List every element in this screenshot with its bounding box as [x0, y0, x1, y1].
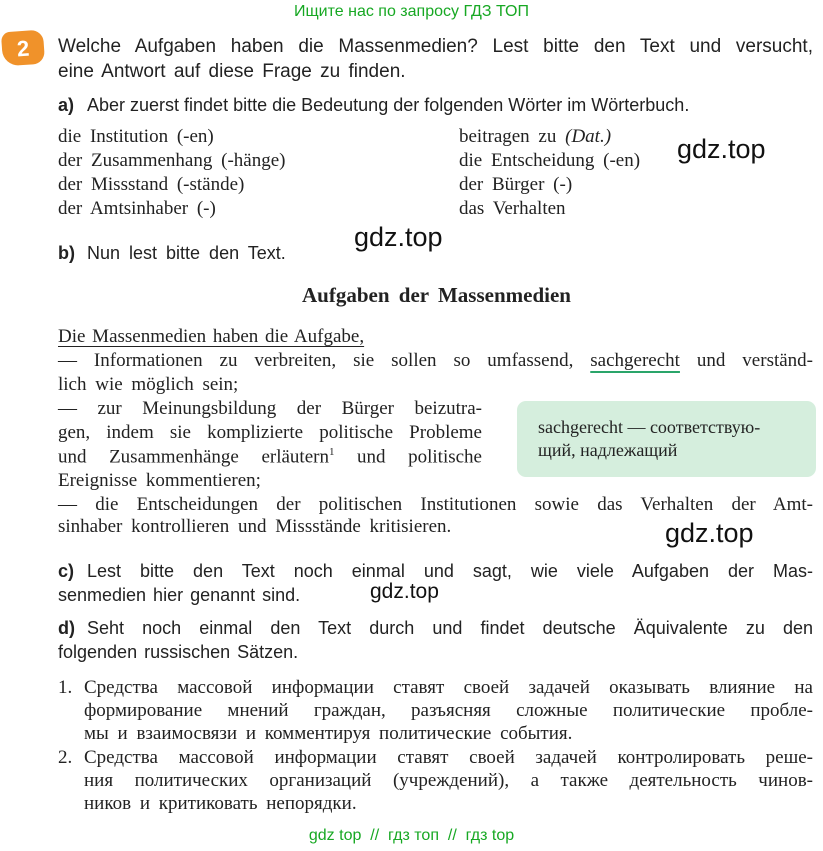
- glossary-note: [520, 404, 813, 474]
- footnote-marker: 1: [328, 446, 335, 458]
- task-intro-line-1: Welche Aufgaben haben die Massenmedien? Lest bitte den Text und versucht,: [58, 36, 813, 57]
- word-right-1-text: beitragen zu: [459, 126, 557, 147]
- part-c-label: c): [58, 561, 75, 581]
- word-left-3: der Missstand (-stände): [58, 174, 245, 195]
- part-a-label: a): [58, 95, 75, 115]
- article-title: Aufgaben der Massenmedien: [302, 283, 571, 307]
- part-c-line-2: senmedien hier genannt sind.: [58, 585, 301, 605]
- watermark-2: gdz.top: [354, 222, 443, 252]
- footer-watermark: gdz top // гдз топ // гдз top: [308, 827, 515, 844]
- glossary-note-line-1: sachgerecht — соответствую-: [538, 417, 761, 437]
- word-right-4: das Verhalten: [459, 198, 566, 219]
- article-line-6: Ereignisse kommentieren;: [58, 470, 261, 491]
- exercise-number: 2: [16, 35, 31, 62]
- word-left-1: die Institution (-en): [58, 126, 214, 147]
- word-right-3: der Bürger (-): [459, 174, 573, 195]
- word-right-1: [459, 126, 611, 148]
- task-intro-line-2: eine Antwort auf diese Frage zu finden.: [58, 61, 406, 82]
- word-right-1-note: (Dat.): [565, 126, 612, 147]
- part-d-line-2: folgenden russischen Sätzen.: [58, 642, 299, 662]
- article-line-1-b: und verständ-: [696, 350, 814, 371]
- article-line-8: sinhaber kontrollieren und Missstände kritisieren.: [58, 516, 452, 537]
- article-line-2: lich wie möglich sein;: [58, 374, 239, 395]
- exercise-number-badge: [1, 30, 45, 67]
- sentence-1-line-1: Средства массовой информации ставят своей задачей оказывать влияние на: [84, 677, 813, 698]
- article-intro: Die Massenmedien haben die Aufgabe,: [58, 326, 365, 347]
- sentence-2-line-2: ния политических организаций (учреждений), а также деятельность чинов-: [84, 770, 813, 791]
- sentence-2-line-1: Средства массовой информации ставят своей задачей контролировать реше-: [84, 747, 813, 768]
- watermark-4: gdz.top: [370, 580, 439, 603]
- word-left-4: der Amtsinhaber (-): [58, 198, 216, 219]
- article-line-4: gen, indem sie komplizierte politische Probleme: [58, 422, 482, 443]
- watermark-1: gdz.top: [677, 134, 766, 164]
- sentence-2-number: 2.: [58, 747, 73, 768]
- article-line-7: — die Entscheidungen der politischen Institutionen sowie das Verhalten der Amt-: [58, 494, 813, 515]
- header-watermark: Ищите нас по запросу ГДЗ ТОП: [294, 3, 529, 20]
- article-line-5-a: und Zusammenhänge erläutern: [58, 446, 329, 468]
- article-line-3: — zur Meinungsbildung der Bürger beizutra-: [58, 398, 482, 419]
- part-d-line-1: Seht noch einmal den Text durch und findet deutsche Äquivalente zu den: [87, 618, 813, 638]
- sentence-1-number: 1.: [58, 677, 73, 698]
- article-line-1-a: — Informationen zu verbreiten, sie sollen so umfassend,: [58, 350, 574, 371]
- keyword-sachgerecht: sachgerecht: [590, 350, 680, 371]
- sentence-1-line-2: формирование мнений граждан, разъясняя сложные политические пробле-: [84, 700, 813, 721]
- sentence-1-line-3: мы и взаимосвязи и комментируя политические события.: [84, 723, 573, 744]
- watermark-3: gdz.top: [665, 518, 754, 548]
- part-b-text: Nun lest bitte den Text.: [87, 243, 286, 263]
- sentence-2-line-3: ников и критиковать непорядки.: [84, 793, 357, 814]
- article-line-5: [58, 446, 482, 468]
- article-line-5-b: und politische: [357, 446, 482, 468]
- word-left-2: der Zusammenhang (-hänge): [58, 150, 286, 171]
- article-line-1: [58, 350, 813, 372]
- part-a-text: Aber zuerst findet bitte die Bedeutung der folgenden Wörter im Wörterbuch.: [87, 95, 690, 115]
- part-b-label: b): [58, 243, 75, 263]
- glossary-note-line-2: щий, надлежащий: [538, 440, 678, 460]
- word-right-2: die Entscheidung (-en): [459, 150, 641, 171]
- part-c-line-1: Lest bitte den Text noch einmal und sagt, wie viele Aufgaben der Mas-: [87, 561, 813, 581]
- part-d-label: d): [58, 618, 75, 638]
